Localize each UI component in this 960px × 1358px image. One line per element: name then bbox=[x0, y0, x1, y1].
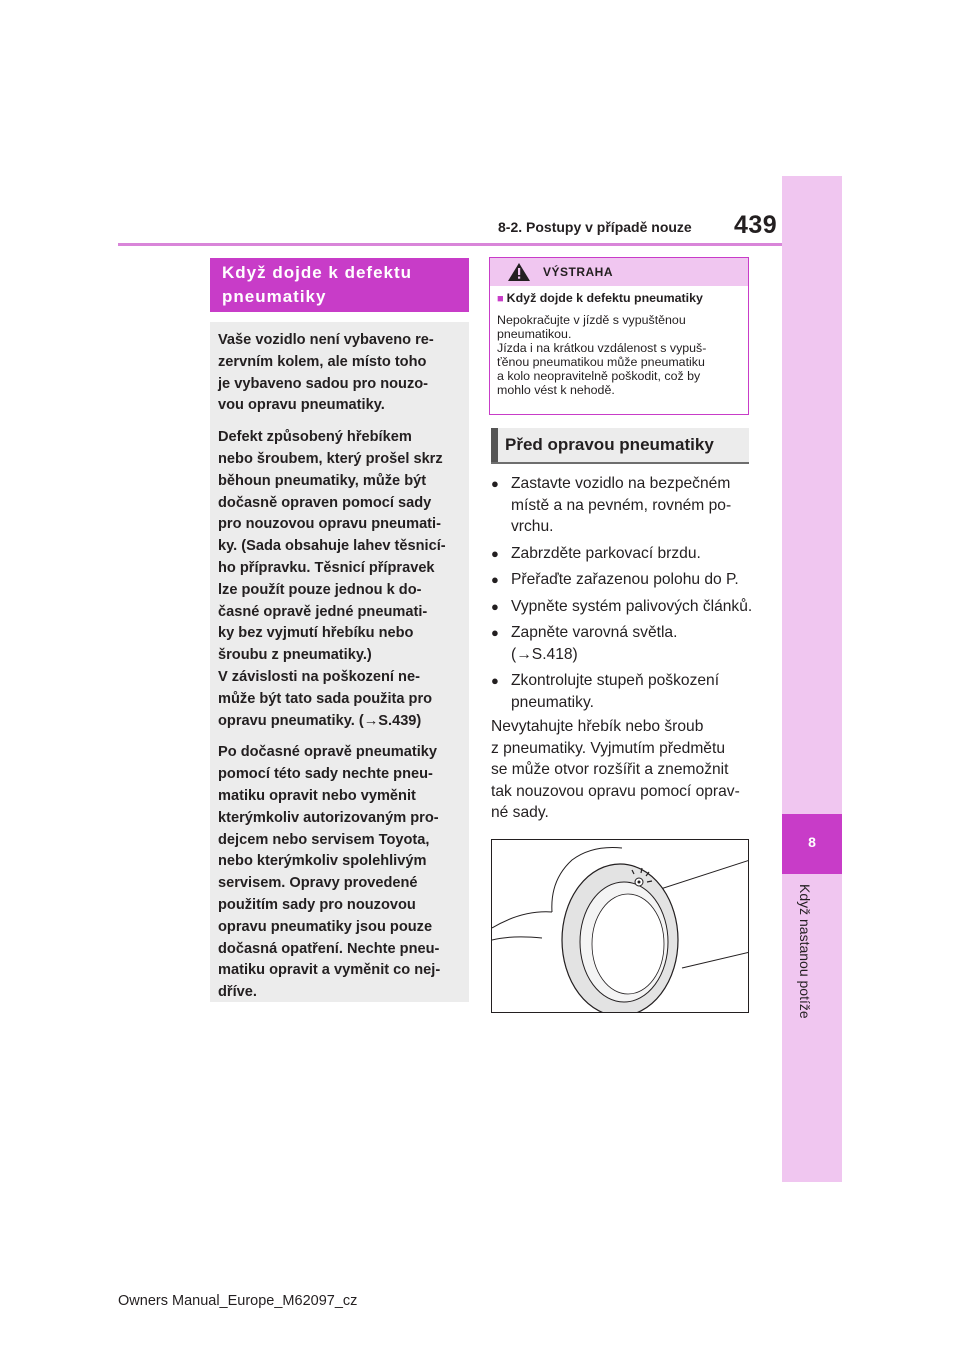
tire-illustration bbox=[491, 839, 749, 1013]
warning-item-title-text: Když dojde k defektu pneumatiky bbox=[506, 291, 703, 305]
warning-label: VÝSTRAHA bbox=[543, 265, 614, 279]
list-item: ● Zapněte varovná světla. (→S.418) bbox=[491, 622, 756, 665]
warning-item-title bbox=[497, 291, 703, 305]
chapter-title: Když nastanou potíže bbox=[797, 884, 813, 1019]
left-paragraph: Po dočasné opravě pneumatiky pomocí této sady nechte pneu- matiku opravit nebo vyměnit kterýmkoliv autorizovaným pro- dejcem nebo servisem Toyota, nebo kterýmkoliv spolehlivým servisem. Opravy provedené použitím sady pro nouzovou opravu pneumatiky jsou pouze dočasná opatření. Nechte pneu- matiku opravit a vyměnit co nej- dříve. bbox=[218, 744, 441, 1001]
section-title: 8-2. Postupy v případě nouze bbox=[498, 219, 692, 235]
list-item: ● Přeřaďte zařazenou polohu do P. bbox=[491, 569, 756, 591]
subsection-heading-underline bbox=[491, 462, 749, 464]
left-body bbox=[218, 330, 464, 1014]
warning-triangle-icon bbox=[507, 262, 531, 287]
chapter-number: 8 bbox=[808, 834, 816, 850]
chapter-side-tab bbox=[782, 176, 842, 1182]
footer-text: Owners Manual_Europe_M62097_cz bbox=[118, 1293, 358, 1309]
left-paragraph: Vaše vozidlo není vybaveno re- zervním kolem, ale místo toho je vybaveno sadou pro nouzo- vou opravu pneumatiky. bbox=[218, 332, 434, 414]
page-number: 439 bbox=[734, 211, 778, 239]
square-bullet-icon: ■ bbox=[497, 293, 504, 305]
header-divider bbox=[118, 243, 782, 246]
left-heading: Když dojde k defektu pneumatiky bbox=[222, 263, 413, 306]
left-paragraph: Defekt způsobený hřebíkem nebo šroubem, který prošel skrz běhoun pneumatiky, může být dočasně opraven pomocí sady pro nouzovou opravu pneumati- ky. (Sada obsahuje lahev těsnicí- ho přípravku. Těsnicí přípravek lze použít pouze jednou k do- časné opravě jedné pneumati- ky bez vyjmutí hřebíku nebo šroubu z pneumatiky.) V závislosti na poškození ne- může být tato sada použita pro opravu pneumatiky. (→S.439) bbox=[218, 429, 446, 729]
list-item: ● Zastavte vozidlo na bezpečném místě a na pevném, rovném po- vrchu. bbox=[491, 473, 756, 538]
list-item: ● Zabrzděte parkovací brzdu. bbox=[491, 543, 756, 565]
subsection-heading: Před opravou pneumatiky bbox=[505, 435, 714, 454]
list-item: ● Vypněte systém palivových článků. bbox=[491, 596, 756, 618]
procedure-list bbox=[491, 473, 756, 718]
list-item: ● Zkontrolujte stupeň poškození pneumatiky. bbox=[491, 670, 756, 713]
tire-nail-illustration-icon bbox=[492, 840, 749, 1013]
warning-text: Nepokračujte v jízdě s vypuštěnou pneumatikou. Jízda i na krátkou vzdálenost s vypuš- ťěnou pneumatikou může pneumatiku a kolo neopravitelně poškodit, což by mohlo vést k nehodě. bbox=[497, 313, 707, 397]
note-paragraph: Nevytahujte hřebík nebo šroub z pneumatiky. Vyjmutím předmětu se může otvor rozšířit a znemožnit tak nouzovou opravu pomocí oprav- né sady. bbox=[491, 718, 740, 821]
